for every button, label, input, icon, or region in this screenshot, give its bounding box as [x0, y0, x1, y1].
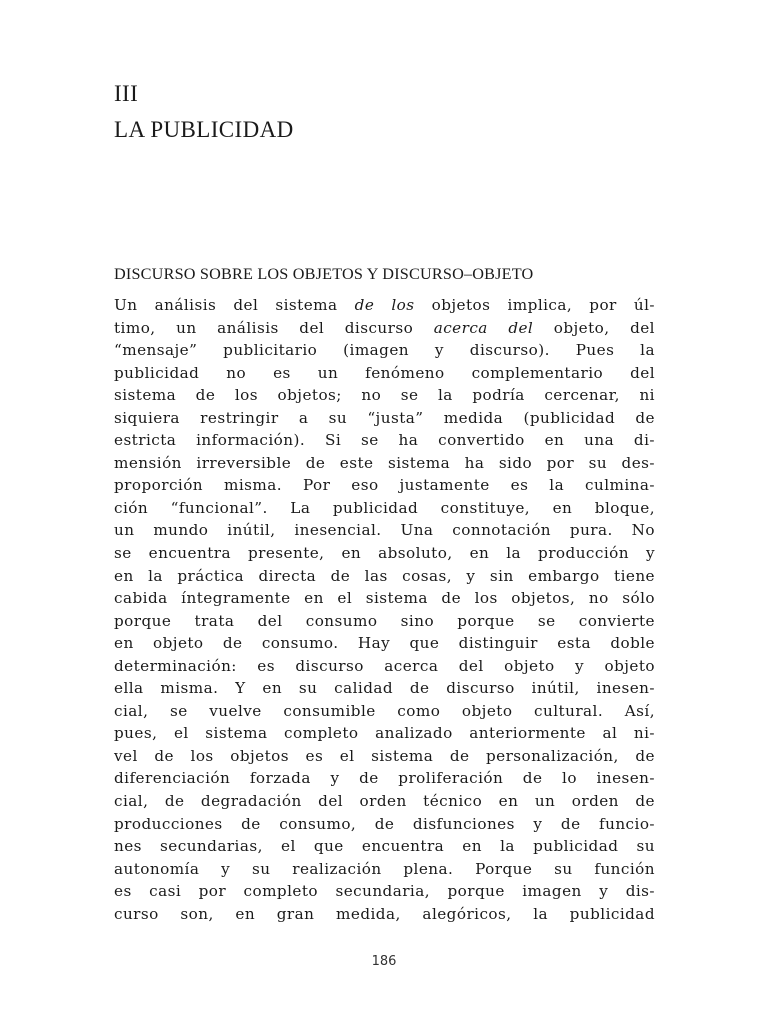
section-heading: DISCURSO SOBRE LOS OBJETOS Y DISCURSO–OBJETO [114, 265, 534, 283]
page-number: 186 [371, 954, 397, 969]
text-run: vel de los objetos es el sistema de personalización, de [114, 746, 655, 765]
text-line [114, 587, 655, 610]
italic-phrase: acerca del [433, 318, 534, 337]
text-line [114, 745, 655, 768]
text-run: objeto, del [533, 318, 655, 337]
text-line [114, 835, 655, 858]
text-line [114, 497, 655, 520]
italic-phrase: de los [354, 296, 415, 314]
text-run: mensión irreversible de este sistema ha sido por su des- [114, 453, 655, 472]
text-line [114, 655, 655, 678]
text-line [114, 519, 655, 542]
text-run: un mundo inútil, inesencial. Una connotación pura. No [114, 521, 655, 540]
text-run: sistema de los objetos; no se la podría cercenar, ni [114, 386, 655, 405]
text-run: es casi por completo secundaria, porque imagen y dis- [114, 882, 655, 901]
text-run: proporción misma. Por eso justamente es la culmina- [114, 476, 655, 495]
text-line [114, 565, 655, 588]
text-run: nes secundarias, el que encuentra en la publicidad su [114, 837, 655, 856]
text-run: ella misma. Y en su calidad de discurso inútil, inesen- [114, 679, 655, 698]
text-line [114, 903, 655, 926]
text-run: publicidad no es un fenómeno complementario del [114, 363, 655, 382]
text-line [114, 317, 655, 340]
text-line [114, 880, 655, 903]
text-run: “mensaje” publicitario (imagen y discurso). Pues la [114, 341, 655, 360]
text-run: siquiera restringir a su “justa” medida (publicidad de [114, 408, 655, 427]
text-line [114, 813, 655, 836]
text-line [114, 767, 655, 790]
text-run: cial, se vuelve consumible como objeto cultural. Así, [114, 701, 655, 720]
chapter-title: LA PUBLICIDAD [114, 117, 294, 142]
text-line [114, 339, 655, 362]
text-line [114, 610, 655, 633]
text-line [114, 722, 655, 745]
text-line [114, 858, 655, 881]
text-run: determinación: es discurso acerca del objeto y objeto [114, 656, 655, 675]
text-run: Un análisis del sistema [114, 296, 355, 314]
text-run: curso son, en gran medida, alegóricos, la publicidad [114, 904, 655, 923]
text-line [114, 384, 655, 407]
body-paragraph [114, 294, 655, 925]
text-run: se encuentra presente, en absoluto, en la producción y [114, 544, 655, 563]
text-line [114, 542, 655, 565]
text-run: producciones de consumo, de disfunciones y de funcio- [114, 814, 655, 833]
text-run: en objeto de consumo. Hay que distinguir esta doble [114, 634, 655, 653]
text-line [114, 474, 655, 497]
text-run: diferenciación forzada y de proliferación de lo inesen- [114, 769, 655, 788]
text-run: porque trata del consumo sino porque se convierte [114, 611, 655, 630]
text-line [114, 362, 655, 385]
text-line [114, 677, 655, 700]
text-run: ción “funcional”. La publicidad constituye, en bloque, [114, 498, 655, 517]
text-line [114, 407, 655, 430]
text-run: en la práctica directa de las cosas, y sin embargo tiene [114, 566, 655, 585]
text-line [114, 632, 655, 655]
text-line [114, 429, 655, 452]
text-line [114, 790, 655, 813]
chapter-heading [114, 78, 294, 146]
text-run: estricta información). Si se ha convertido en una di- [114, 431, 655, 450]
text-line [114, 294, 655, 317]
text-run: pues, el sistema completo analizado anteriormente al ni- [114, 724, 655, 743]
text-run: autonomía y su realización plena. Porque su función [114, 859, 655, 878]
text-run: cial, de degradación del orden técnico en un orden de [114, 792, 655, 811]
text-run: cabida íntegramente en el sistema de los objetos, no sólo [114, 589, 655, 608]
text-run: timo, un análisis del discurso [114, 318, 434, 337]
text-line [114, 452, 655, 475]
text-line [114, 700, 655, 723]
chapter-number: III [114, 81, 139, 106]
text-run: objetos implica, por úl- [414, 296, 655, 314]
